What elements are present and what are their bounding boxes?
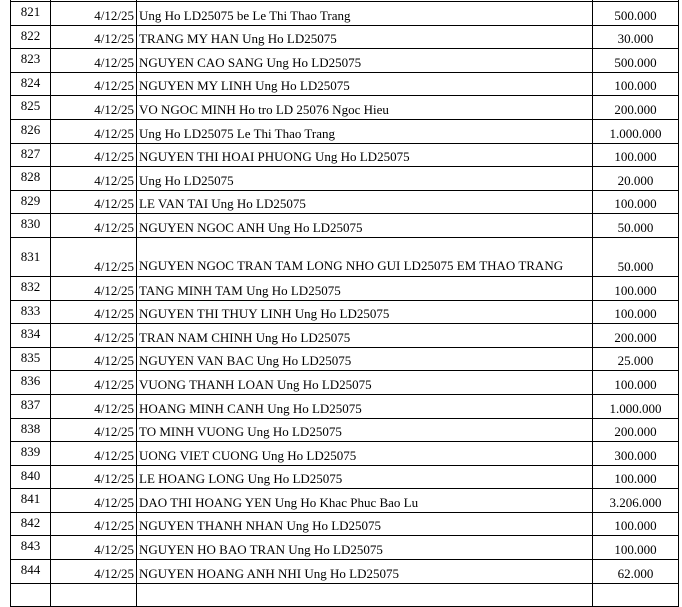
description-cell: HOANG MINH CANH Ung Ho LD25075 (137, 394, 593, 418)
amount-cell: 200.000 (593, 96, 679, 120)
date-cell: 4/12/25 (51, 560, 137, 584)
date-cell: 4/12/25 (51, 276, 137, 300)
date-cell: 4/12/25 (51, 300, 137, 324)
amount-cell: 500.000 (593, 2, 679, 26)
table-row (11, 49, 679, 73)
amount-cell: 100.000 (593, 143, 679, 167)
date-cell: 4/12/25 (51, 214, 137, 238)
description-cell: LE HOANG LONG Ung Ho LD25075 (137, 465, 593, 489)
amount-cell: 20.000 (593, 167, 679, 191)
table-row (11, 512, 679, 536)
row-number-cell (11, 583, 51, 607)
amount-cell: 100.000 (593, 371, 679, 395)
row-number-cell: 826 (11, 119, 51, 143)
description-cell: VO NGOC MINH Ho tro LD 25076 Ngoc Hieu (137, 96, 593, 120)
date-cell: 4/12/25 (51, 489, 137, 513)
description-cell: VUONG THANH LOAN Ung Ho LD25075 (137, 371, 593, 395)
row-number-cell: 824 (11, 72, 51, 96)
amount-cell: 100.000 (593, 536, 679, 560)
date-cell: 4/12/25 (51, 2, 137, 26)
description-cell: NGUYEN NGOC ANH Ung Ho LD25075 (137, 214, 593, 238)
table-row (11, 418, 679, 442)
amount-cell: 62.000 (593, 560, 679, 584)
row-number-cell: 844 (11, 560, 51, 584)
table-row (11, 465, 679, 489)
table-row (11, 96, 679, 120)
description-cell: NGUYEN THANH NHAN Ung Ho LD25075 (137, 512, 593, 536)
row-number-cell: 827 (11, 143, 51, 167)
description-cell: TRANG MY HAN Ung Ho LD25075 (137, 25, 593, 49)
row-number-cell: 830 (11, 214, 51, 238)
row-number-cell: 821 (11, 2, 51, 26)
row-number-cell: 842 (11, 512, 51, 536)
amount-cell: 1.000.000 (593, 394, 679, 418)
table-row (11, 371, 679, 395)
row-number-cell: 833 (11, 300, 51, 324)
description-cell: TO MINH VUONG Ung Ho LD25075 (137, 418, 593, 442)
description-cell: DAO THI HOANG YEN Ung Ho Khac Phuc Bao Lu (137, 489, 593, 513)
date-cell: 4/12/25 (51, 143, 137, 167)
date-cell: 4/12/25 (51, 394, 137, 418)
row-number-cell: 840 (11, 465, 51, 489)
amount-cell: 1.000.000 (593, 119, 679, 143)
amount-cell: 50.000 (593, 214, 679, 238)
row-number-cell: 829 (11, 190, 51, 214)
amount-cell: 100.000 (593, 465, 679, 489)
description-cell: Ung Ho LD25075 be Le Thi Thao Trang (137, 2, 593, 26)
table-row (11, 119, 679, 143)
description-cell: NGUYEN HO BAO TRAN Ung Ho LD25075 (137, 536, 593, 560)
description-cell: NGUYEN VAN BAC Ung Ho LD25075 (137, 347, 593, 371)
table-row (11, 72, 679, 96)
date-cell: 4/12/25 (51, 465, 137, 489)
date-cell: 4/12/25 (51, 371, 137, 395)
date-cell: 4/12/25 (51, 96, 137, 120)
amount-cell: 300.000 (593, 442, 679, 466)
table-row (11, 583, 679, 607)
row-number-cell: 831 (11, 237, 51, 276)
description-cell: NGUYEN NGOC TRAN TAM LONG NHO GUI LD25075 EM THAO TRANG (137, 237, 593, 276)
date-cell: 4/12/25 (51, 237, 137, 276)
table-row (11, 167, 679, 191)
table-row (11, 25, 679, 49)
row-number-cell: 838 (11, 418, 51, 442)
description-cell: TRAN NAM CHINH Ung Ho LD25075 (137, 324, 593, 348)
row-number-cell: 825 (11, 96, 51, 120)
row-number-cell: 841 (11, 489, 51, 513)
table-row (11, 442, 679, 466)
donation-table (10, 0, 679, 607)
date-cell: 4/12/25 (51, 25, 137, 49)
description-cell: UONG VIET CUONG Ung Ho LD25075 (137, 442, 593, 466)
date-cell: 4/12/25 (51, 418, 137, 442)
amount-cell: 100.000 (593, 300, 679, 324)
date-cell: 4/12/25 (51, 49, 137, 73)
date-cell: 4/12/25 (51, 347, 137, 371)
row-number-cell: 832 (11, 276, 51, 300)
table-row (11, 394, 679, 418)
row-number-cell: 828 (11, 167, 51, 191)
description-cell: NGUYEN HOANG ANH NHI Ung Ho LD25075 (137, 560, 593, 584)
amount-cell: 100.000 (593, 72, 679, 96)
table-row (11, 324, 679, 348)
date-cell: 4/12/25 (51, 442, 137, 466)
description-cell: NGUYEN MY LINH Ung Ho LD25075 (137, 72, 593, 96)
date-cell (51, 583, 137, 607)
table-row (11, 347, 679, 371)
row-number-cell: 823 (11, 49, 51, 73)
amount-cell: 3.206.000 (593, 489, 679, 513)
row-number-cell: 843 (11, 536, 51, 560)
table-row (11, 214, 679, 238)
row-number-cell: 837 (11, 394, 51, 418)
amount-cell: 200.000 (593, 324, 679, 348)
amount-cell (593, 583, 679, 607)
date-cell: 4/12/25 (51, 167, 137, 191)
description-cell: NGUYEN THI HOAI PHUONG Ung Ho LD25075 (137, 143, 593, 167)
amount-cell: 500.000 (593, 49, 679, 73)
description-cell: Ung Ho LD25075 Le Thi Thao Trang (137, 119, 593, 143)
description-cell: Ung Ho LD25075 (137, 167, 593, 191)
date-cell: 4/12/25 (51, 512, 137, 536)
table-row (11, 276, 679, 300)
description-cell (137, 583, 593, 607)
table-row (11, 2, 679, 26)
row-number-cell: 836 (11, 371, 51, 395)
amount-cell: 100.000 (593, 276, 679, 300)
amount-cell: 25.000 (593, 347, 679, 371)
row-number-cell: 834 (11, 324, 51, 348)
description-cell: NGUYEN CAO SANG Ung Ho LD25075 (137, 49, 593, 73)
table-row (11, 489, 679, 513)
amount-cell: 50.000 (593, 237, 679, 276)
date-cell: 4/12/25 (51, 536, 137, 560)
description-cell: LE VAN TAI Ung Ho LD25075 (137, 190, 593, 214)
date-cell: 4/12/25 (51, 119, 137, 143)
amount-cell: 30.000 (593, 25, 679, 49)
amount-cell: 200.000 (593, 418, 679, 442)
row-number-cell: 835 (11, 347, 51, 371)
table-row (11, 536, 679, 560)
description-cell: TANG MINH TAM Ung Ho LD25075 (137, 276, 593, 300)
amount-cell: 100.000 (593, 190, 679, 214)
amount-cell: 100.000 (593, 512, 679, 536)
donation-table-body (11, 0, 679, 607)
table-row (11, 237, 679, 276)
table-row (11, 300, 679, 324)
date-cell: 4/12/25 (51, 190, 137, 214)
date-cell: 4/12/25 (51, 324, 137, 348)
description-cell: NGUYEN THI THUY LINH Ung Ho LD25075 (137, 300, 593, 324)
row-number-cell: 839 (11, 442, 51, 466)
date-cell: 4/12/25 (51, 72, 137, 96)
table-row (11, 143, 679, 167)
table-row (11, 190, 679, 214)
table-row (11, 560, 679, 584)
row-number-cell: 822 (11, 25, 51, 49)
